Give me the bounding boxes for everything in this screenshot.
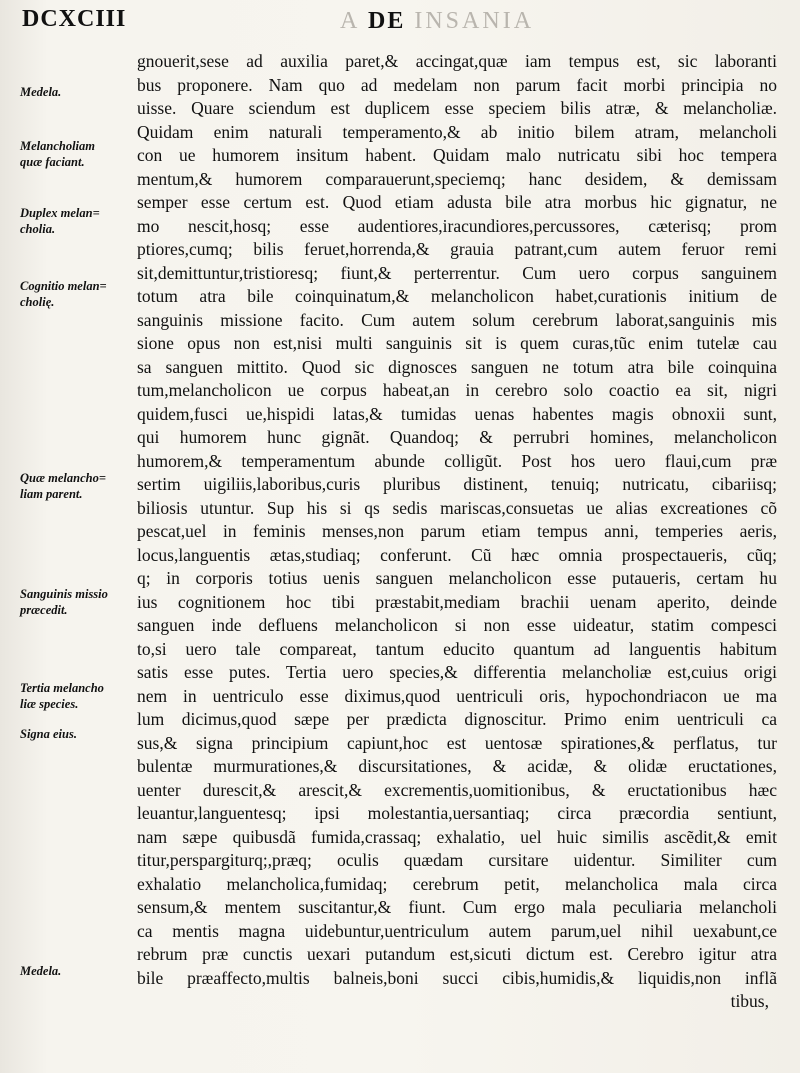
text-line: exhalatio melancholica,fumidaq; cerebrum petit, melancholica mala circa [137,873,777,894]
margin-note-duplex: Duplex melan= cholia. [20,206,100,236]
text-line: quidem,fusci ue,hispidi latas,& tumidas uenas habentes magis obnoxii sunt, [137,403,777,424]
running-head-right: INSANIA [414,8,535,34]
text-line: con ue humorem insitum habent. Quidam malo nutricatu sibi hoc tempera [137,145,777,165]
text-line: to,si uero tale compareat, tantum educito quantum ad languentis habitum [137,638,777,659]
text-line: pescat,uel in feminis menses,non parum etiam tempus anni, temperies aeris, [137,521,777,541]
text-line: sanguen inde defluens melancholicon si non esse uideatur, statim compesci [137,615,777,635]
text-line: q; in corporis totius uenis sanguen melancholicon esse putaueris, certam hu [137,568,777,588]
text-line: humorem,& temperamentum abunde colligũt. Post hos uero flaui,cum præ [137,450,777,471]
margin-note-quae-parent: Quæ melancho= liam parent. [20,471,106,501]
text-line: ius cognitionem hoc tibi præstabit,mediam brachii uenam aperito, deinde [137,591,777,612]
text-line: mentum,& humorem comparauerunt,speciemq; hanc desidem, & demissam [137,168,777,189]
text-line-last: tibus, [730,991,769,1011]
text-line: gnouerit,sese ad auxilia paret,& accingat,quæ iam tempus est, sic laboranti [137,51,777,71]
running-head-main: DE [368,8,406,34]
text-line: ptiores,cumq; bilis feruet,horrenda,& grauia patrant,cum autem feruor remi [137,239,777,259]
margin-notes [20,0,130,1073]
text-line: mo nescit,hosq; esse audentiores,iracundiores,percussores, cæterisq; prom [137,215,777,236]
folio-number: DCXCIII [22,6,127,32]
text-line: rebrum præ cunctis uexari putandum est,sicuti dictum est. Cerebro igitur atra [137,944,777,964]
text-line: lum dicimus,quod sæpe per prædicta dignoscitur. Primo enim uentriculi ca [137,709,777,729]
margin-note-signa: Signa eius. [20,727,77,741]
text-line: sensum,& mentem suscitantur,& fiunt. Cum ergo mala peculiaria melancholi [137,897,777,917]
text-line: sus,& signa principium capiunt,hoc est uentosæ spirationes,& perflatus, tur [137,732,777,753]
margin-note-tertia: Tertia melancho liæ species. [20,681,104,711]
running-head [340,8,534,35]
text-line: qui humorem hunc gignãt. Quandoq; & perrubri homines, melancholicon [137,427,777,447]
text-line: uisse. Quare sciendum est duplicem esse speciem bilis atræ, & melancholiæ. [137,98,777,118]
main-text-column [137,50,777,1014]
running-head-left: A [340,8,360,34]
text-line: biliosis utuntur. Sup his si qs sedis mariscas,consuetas ue alias excreationes cõ [137,497,777,518]
margin-note-melancholiam: Melancholiam quæ faciant. [20,139,96,169]
text-line: bile præaffecto,multis balneis,boni succi cibis,humidis,& liquidis,non inflã [137,967,777,988]
text-line: sa sanguen mittito. Quod sic dignosces sanguen ne totum atra bile coinquina [137,356,777,377]
text-line: ca mentis magna uidebuntur,uentriculum autem parum,uel nihil uexabunt,ce [137,920,777,941]
text-line: satis esse putes. Tertia uero species,& differentia melancholiæ est,cuius origi [137,662,777,682]
text-line: titur,perspargiturq;,præq; oculis quædam cursitare uidentur. Similiter cum [137,850,777,870]
text-line: nem in uentriculo esse diximus,quod uentriculi oris, hypochondriacon ue ma [137,685,777,706]
text-line: Quidam enim naturali temperamento,& ab initio bilem atram, melancholi [137,121,777,142]
text-line: bulentæ murmurationes,& discursitationes, & acidæ, & olidæ eructationes, [137,756,777,776]
margin-note-medela: Medela. [20,85,62,99]
text-line: totum atra bile coinquinatum,& melancholicon habet,curationis initium de [137,286,777,306]
margin-note-sanguinis: Sanguinis missio præcedit. [20,587,108,617]
margin-note-cognitio: Cognitio melan= cholię. [20,279,107,309]
margin-note-medela-2: Medela. [20,964,62,978]
text-line: sertim uigiliis,laboribus,curis pluribus distinent, tenuiq; nutricatu, cibariisq; [137,474,777,494]
text-line: bus proponere. Nam quo ad medelam non parum facit morbi principia no [137,74,777,95]
text-line: semper esse certum est. Quod etiam adusta bile atra morbus hic gignatur, ne [137,192,777,212]
text-line: locus,languentis ætas,studiaq; conferunt. Cũ hæc omnia prospectaueris, cũq; [137,544,777,565]
text-line: sit,demittuntur,tristioresq; fiunt,& perterrentur. Cum uero corpus sanguinem [137,262,777,283]
text-line: nam sæpe quibusdã fumida,crassaq; exhalatio, uel huic similis ascẽdit,& emit [137,826,777,847]
text-line: sanguinis missione facito. Cum autem solum cerebrum laborat,sanguinis mis [137,309,777,330]
text-line: tum,melancholicon ue corpus habeat,an in cerebro solo coactio ea sit, nigri [137,380,777,400]
text-line: sione opus non est,nisi multi sanguinis sit is quem curas,tũc enim tutelæ cau [137,333,777,353]
text-line: leuantur,languentesq; ipsi molestantia,uersantiaq; circa præcordia sentiunt, [137,803,777,823]
text-line: uenter durescit,& arescit,& excrementis,uomitionibus, & eructationibus hæc [137,779,777,800]
